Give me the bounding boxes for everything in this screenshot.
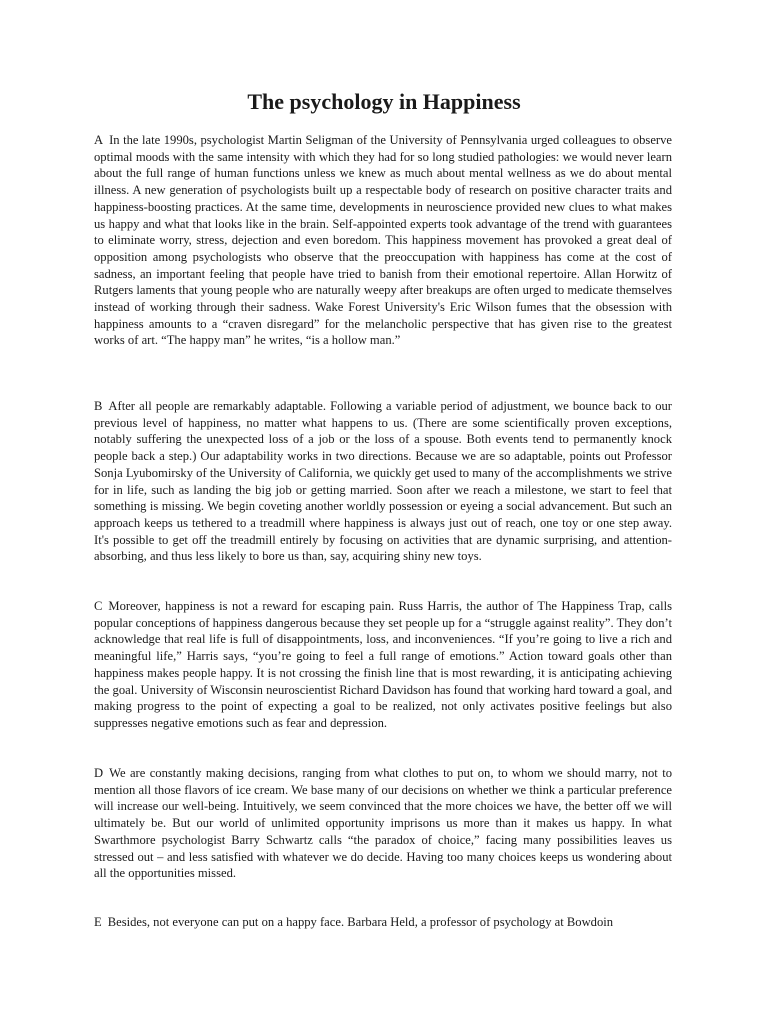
paragraph-b <box>94 398 672 565</box>
paragraph-e <box>94 914 672 931</box>
paragraph-d <box>94 765 672 882</box>
paragraph-letter: E <box>94 915 102 929</box>
paragraph-letter: A <box>94 133 104 147</box>
page-title: The psychology in Happiness <box>247 89 521 114</box>
paragraph-text: Besides, not everyone can put on a happy face. Barbara Held, a professor of psychology at Bowdoin <box>107 915 614 929</box>
paragraph-text: Moreover, happiness is not a reward for escaping pain. Russ Harris, the author of The Happiness Trap, calls popular conceptions of happiness dangerous because they set people up for a “struggle against reality”. They don’t acknowledge that real life is full of disappointments, loss, and inconveniences. “If you’re going to live a rich and meaningful life,” Harris says, “you’re going to feel a full range of emotions.” Action toward goals other than happiness makes people happy. It is not crossing the finish line that is most rewarding, it is anticipating achieving the goal. University of Wisconsin neuroscientist Richard Davidson has found that working hard toward a goal, and making progress to the point of expecting a goal to be realized, not only activates positive feelings but also suppresses negative emotions such as fear and depression. <box>94 599 672 730</box>
paragraph-text: After all people are remarkably adaptable. Following a variable period of adjustment, we bounce back to our previous level of happiness, no matter what happens to us. (There are some scientifically proven exceptions, notably suffering the unexpected loss of a job or the loss of a spouse. Both events tend to permanently knock people back a step.) Our adaptability works in two directions. Because we are so adaptable, points out Professor Sonja Lyubomirsky of the University of California, we quickly get used to many of the accomplishments we strive for in life, such as landing the big job or getting married. Soon after we reach a milestone, we start to feel that something is missing. We begin coveting another worldly possession or eyeing a social advancement. But such an approach keeps us tethered to a treadmill where happiness is always just out of reach, one toy or one step away. It's possible to get off the treadmill entirely by focusing on activities that are dynamic surprising, and attention- absorbing, and thus less likely to bore us than, say, acquiring shiny new toys. <box>94 399 672 564</box>
paragraph-text: In the late 1990s, psychologist Martin Seligman of the University of Pennsylvania urged colleagues to observe optimal moods with the same intensity with which they had for so long studied pathologies: we would never learn about the full range of human functions unless we knew as much about mental wellness as we do about mental illness. A new generation of psychologists built up a respectable body of research on positive character traits and happiness-boosting practices. At the same time, developments in neuroscience provided new clues to what makes us happy and what that looks like in the brain. Self-appointed experts took advantage of the trend with guarantees to eliminate worry, stress, dejection and even boredom. This happiness movement has provoked a great deal of opposition among psychologists who observe that the preoccupation with happiness has come at the cost of sadness, an important feeling that people have tried to banish from their emotional repertoire. Allan Horwitz of Rutgers laments that young people who are naturally weepy after breakups are often urged to medicate themselves instead of working through their sadness. Wake Forest University's Eric Wilson fumes that the obsession with happiness amounts to a “craven disregard” for the melancholic perspective that has given rise to the greatest works of art. “The happy man” he writes, “is a hollow man.” <box>94 133 672 348</box>
paragraph-a <box>94 132 672 349</box>
paragraph-letter: D <box>94 766 104 780</box>
paragraph-letter: B <box>94 399 103 413</box>
paragraph-letter: C <box>94 599 103 613</box>
paragraph-c <box>94 598 672 732</box>
paragraph-text: We are constantly making decisions, ranging from what clothes to put on, to whom we should marry, not to mention all those flavors of ice cream. We base many of our decisions on whether we think a particular preference will increase our well-being. Intuitively, we seem convinced that the more choices we have, the better off we will ultimately be. But our world of unlimited opportunity imprisons us more than it makes us happy. In what Swarthmore psychologist Barry Schwartz calls “the paradox of choice,” facing many possibilities leaves us stressed out – and less satisfied with whatever we do decide. Having too many choices keeps us wondering about all the opportunities missed. <box>94 766 672 881</box>
